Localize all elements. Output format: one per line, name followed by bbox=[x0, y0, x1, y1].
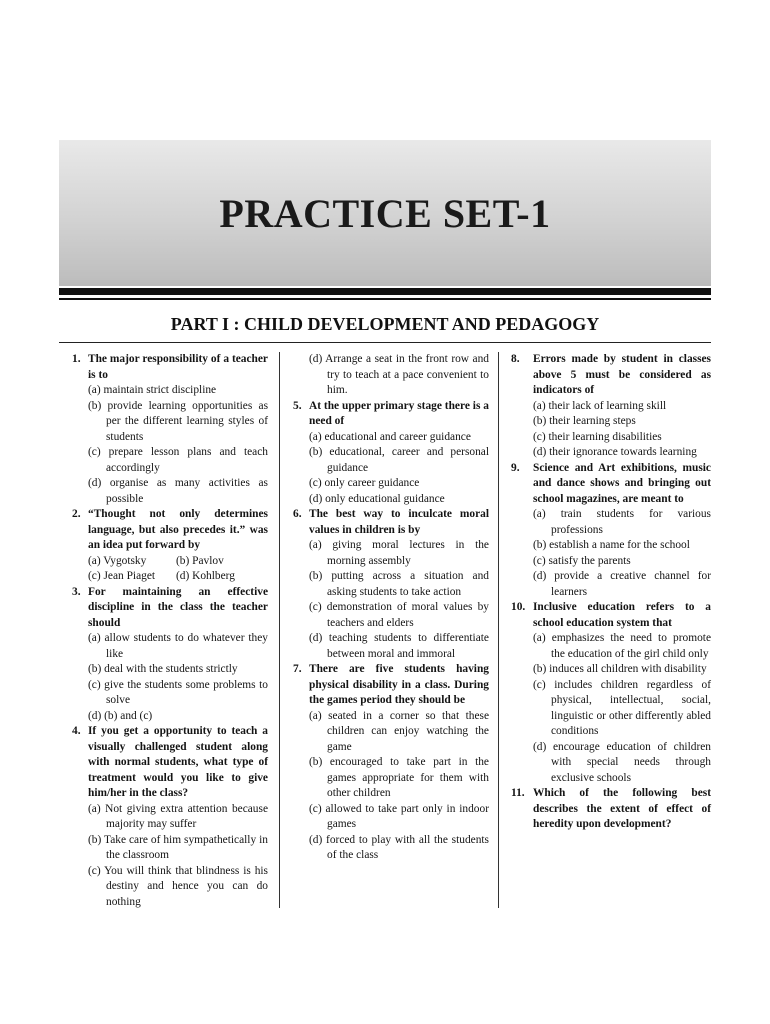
answer-option: (c) only career guidance bbox=[309, 477, 420, 489]
answer-option: (b) encouraged to take part in the games appropriate for them with other children bbox=[309, 756, 489, 799]
answer-option: (b) putting across a situation and asking students to take action bbox=[309, 570, 489, 598]
column-1 bbox=[72, 352, 268, 910]
question-stem bbox=[293, 662, 489, 709]
question-stem bbox=[293, 507, 489, 538]
column-divider bbox=[279, 352, 280, 908]
question-number: 3. bbox=[72, 585, 81, 598]
question-number: 8. bbox=[511, 353, 520, 365]
answer-option: (c) prepare lesson plans and teach accordingly bbox=[88, 446, 268, 474]
question-text: There are five students having physical disability in a class. During the games period they should be bbox=[309, 663, 489, 706]
answer-option: (b) their learning steps bbox=[533, 415, 636, 427]
question-text: “Thought not only determines language, but also precedes it.” was an idea put forward by bbox=[88, 508, 268, 551]
thin-rule bbox=[59, 298, 711, 300]
answer-option: (b) Take care of him sympathetically in the classroom bbox=[88, 833, 268, 861]
answer-option: (b) educational, career and personal guidance bbox=[309, 446, 489, 474]
answer-option: (c) their learning disabilities bbox=[533, 430, 662, 443]
question-text: Science and Art exhibitions, music and dance shows and bringing out school magazines, are meant to bbox=[533, 461, 711, 505]
question-block bbox=[511, 352, 711, 461]
answer-option: (b) deal with the students strictly bbox=[88, 663, 238, 675]
answer-option: (c) satisfy the parents bbox=[533, 554, 631, 567]
question-stem bbox=[511, 600, 711, 631]
answer-option: (b) establish a name for the school bbox=[533, 539, 690, 551]
thick-rule bbox=[59, 288, 711, 295]
question-block bbox=[293, 399, 489, 508]
answer-option: (c) You will think that blindness is his destiny and hence you can do nothing bbox=[88, 864, 268, 908]
answer-option: (d) their ignorance towards learning bbox=[533, 446, 697, 458]
answer-option: (c) Jean Piaget bbox=[88, 570, 156, 582]
answer-option: (c) allowed to take part only in indoor games bbox=[309, 802, 489, 830]
answer-option: (b) Pavlov bbox=[176, 554, 224, 567]
answer-option: (d) encourage education of children with special needs through exclusive schools bbox=[533, 740, 711, 784]
question-text: Which of the following best describes the extent of effect of heredity upon development? bbox=[533, 787, 711, 830]
question-stem bbox=[72, 585, 268, 632]
answer-option: (a) train students for various professions bbox=[533, 508, 711, 536]
answer-option: (a) emphasizes the need to promote the education of the girl child only bbox=[533, 632, 711, 660]
question-number: 2. bbox=[72, 508, 81, 520]
answer-option: (c) give the students some problems to solve bbox=[88, 678, 268, 706]
question-block bbox=[293, 507, 489, 662]
question-block bbox=[511, 461, 711, 601]
option-continued: (d) Arrange a seat in the front row and try to teach at a pace convenient to him. bbox=[309, 353, 489, 396]
answer-option: (c) demonstration of moral values by teachers and elders bbox=[309, 601, 489, 629]
column-3 bbox=[511, 352, 711, 833]
question-text: Inclusive education refers to a school education system that bbox=[533, 601, 711, 629]
answer-option: (a) Not giving extra attention because majority may suffer bbox=[88, 802, 268, 830]
answer-option: (b) induces all children with disability bbox=[533, 663, 707, 675]
question-block bbox=[72, 352, 268, 507]
answer-option: (a) maintain strict discipline bbox=[88, 384, 217, 396]
column-2 bbox=[293, 352, 489, 864]
page-title: PRACTICE SET-1 bbox=[219, 191, 551, 236]
question-block bbox=[72, 585, 268, 725]
question-block bbox=[72, 507, 268, 585]
answer-option: (a) giving moral lectures in the morning assembly bbox=[309, 539, 489, 567]
answer-option: (b) provide learning opportunities as per the different learning styles of students bbox=[88, 399, 268, 443]
answer-option: (a) Vygotsky bbox=[88, 554, 147, 567]
question-block bbox=[511, 786, 711, 833]
question-block bbox=[72, 724, 268, 910]
question-block bbox=[293, 662, 489, 864]
question-stem bbox=[72, 507, 268, 554]
answer-option: (d) teaching students to differentiate between moral and immoral bbox=[309, 632, 489, 660]
question-text: If you get a opportunity to teach a visually challenged student along with normal students, what type of treatment would you like to give him/her in the class? bbox=[88, 725, 268, 799]
question-number: 6. bbox=[293, 508, 302, 520]
answer-option: (c) includes children regardless of physical, intellectual, social, linguistic or other differently abled conditions bbox=[533, 678, 711, 737]
answer-option: (d) forced to play with all the students of the class bbox=[309, 833, 489, 861]
title-banner bbox=[59, 140, 711, 286]
answer-option: (a) their lack of learning skill bbox=[533, 399, 667, 412]
question-stem bbox=[511, 461, 711, 508]
answer-option-row bbox=[72, 569, 268, 585]
question-number: 4. bbox=[72, 725, 81, 737]
answer-option: (d) organise as many activities as possible bbox=[88, 477, 268, 505]
question-text: The best way to inculcate moral values in children is by bbox=[309, 508, 489, 536]
answer-option: (d) Kohlberg bbox=[176, 570, 235, 582]
answer-option: (d) (b) and (c) bbox=[88, 709, 153, 722]
question-stem bbox=[72, 724, 268, 802]
answer-option-row bbox=[72, 554, 268, 570]
column-divider bbox=[498, 352, 499, 908]
answer-option: (a) seated in a corner so that these children can enjoy watching the game bbox=[309, 709, 489, 753]
question-number: 10. bbox=[511, 601, 526, 613]
question-stem bbox=[511, 352, 711, 399]
answer-option: (a) allow students to do whatever they like bbox=[88, 632, 268, 660]
question-block bbox=[511, 600, 711, 786]
question-stem bbox=[72, 352, 268, 383]
answer-option: (d) only educational guidance bbox=[309, 492, 445, 505]
question-text: At the upper primary stage there is a need of bbox=[309, 399, 489, 427]
answer-option: (a) educational and career guidance bbox=[309, 430, 471, 443]
question-number: 7. bbox=[293, 663, 302, 675]
heading-underline bbox=[59, 342, 711, 343]
question-stem bbox=[293, 399, 489, 430]
question-text: Errors made by student in classes above 5 must be considered as indicators of bbox=[533, 353, 711, 396]
question-number: 1. bbox=[72, 353, 81, 365]
answer-option: (d) provide a creative channel for learners bbox=[533, 570, 711, 598]
part-heading: PART I : CHILD DEVELOPMENT AND PEDAGOGY bbox=[170, 314, 600, 334]
question-number: 11. bbox=[511, 787, 525, 799]
question-text: The major responsibility of a teacher is to bbox=[88, 353, 268, 381]
question-text: For maintaining an effective discipline in the class the teacher should bbox=[88, 585, 268, 629]
question-stem bbox=[511, 786, 711, 833]
question-number: 5. bbox=[293, 399, 302, 412]
question-number: 9. bbox=[511, 461, 520, 474]
